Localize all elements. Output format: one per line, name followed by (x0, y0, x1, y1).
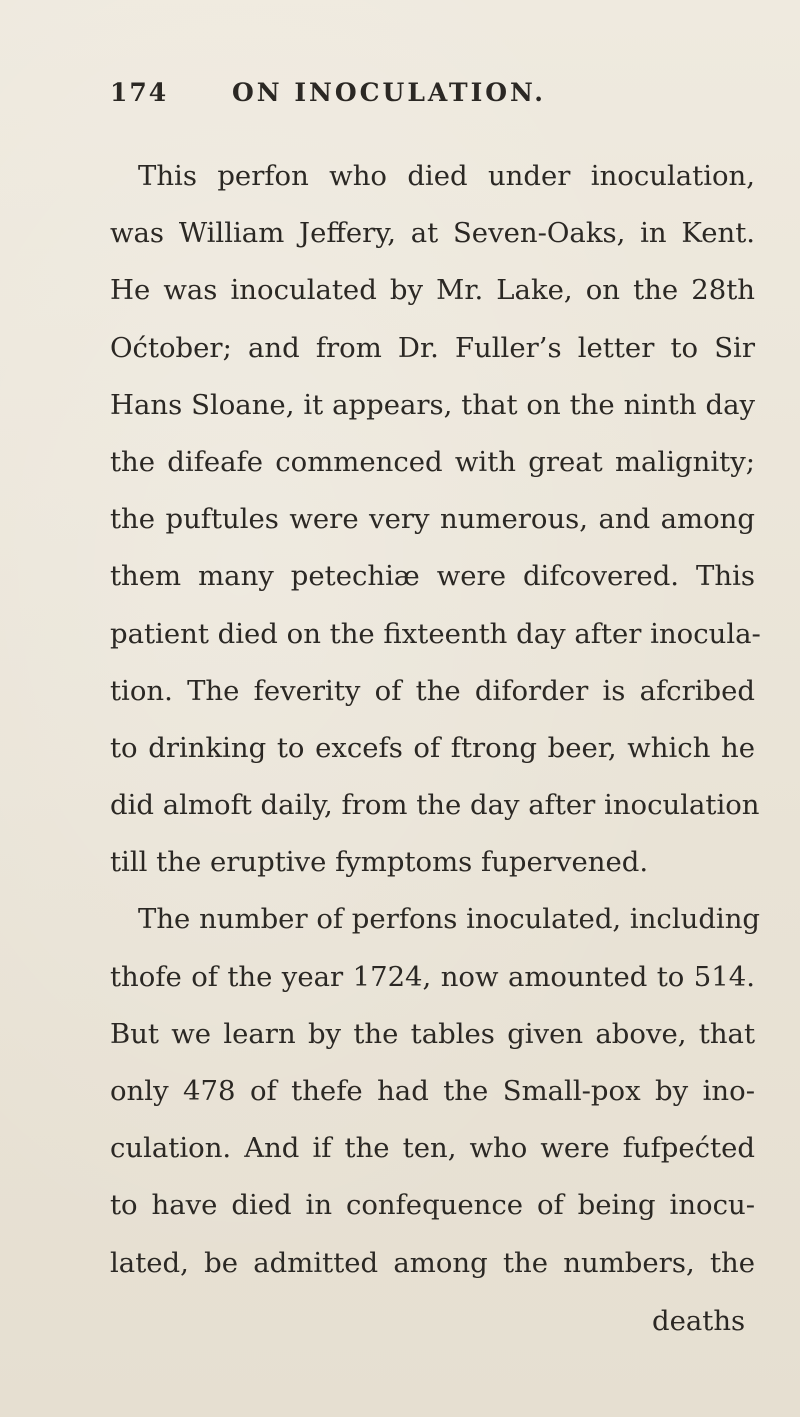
text-line: Oćtober; and from Dr. Fuller’s letter to Sir (110, 331, 755, 364)
text-line: culation. And if the ten, who were fufpećted (110, 1132, 755, 1165)
text-line: only 478 of thefe had the Small-pox by ino- (110, 1075, 755, 1107)
text-line: patient died on the fixteenth day after inocula- (110, 617, 761, 650)
running-head: ON INOCULATION. (232, 78, 546, 107)
page-number: 174 (110, 78, 169, 107)
text-line: the puftules were very numerous, and among (110, 503, 755, 536)
text-line: tion. The feverity of the diforder is afcribed (110, 674, 755, 707)
text-line: to have died in confequence of being inocu- (110, 1189, 755, 1222)
text-line: to drinking to excefs of ftrong beer, which he (110, 731, 755, 764)
text-line: till the eruptive fymptoms fupervened. (110, 846, 649, 879)
page-header (110, 78, 750, 118)
text-line: Hans Sloane, it appears, that on the ninth day (110, 388, 755, 421)
catchword: deaths (652, 1305, 746, 1337)
text-line: was William Jeffery, at Seven-Oaks, in Kent. (110, 217, 755, 250)
text-line: The number of perfons inoculated, including (138, 903, 761, 936)
body-text (110, 148, 761, 1292)
text-line: the difeafe commenced with great malignity; (110, 445, 755, 478)
text-line: But we learn by the tables given above, that (110, 1017, 755, 1050)
text-line: This perfon who died under inoculation, (138, 160, 755, 192)
text-line: He was inoculated by Mr. Lake, on the 28th (110, 274, 755, 307)
text-line: thofe of the year 1724, now amounted to 514. (110, 960, 755, 993)
text-line: did almoft daily, from the day after inoculation (110, 789, 760, 822)
text-line: them many petechiæ were difcovered. This (110, 560, 755, 593)
text-line: lated, be admitted among the numbers, the (110, 1246, 755, 1279)
